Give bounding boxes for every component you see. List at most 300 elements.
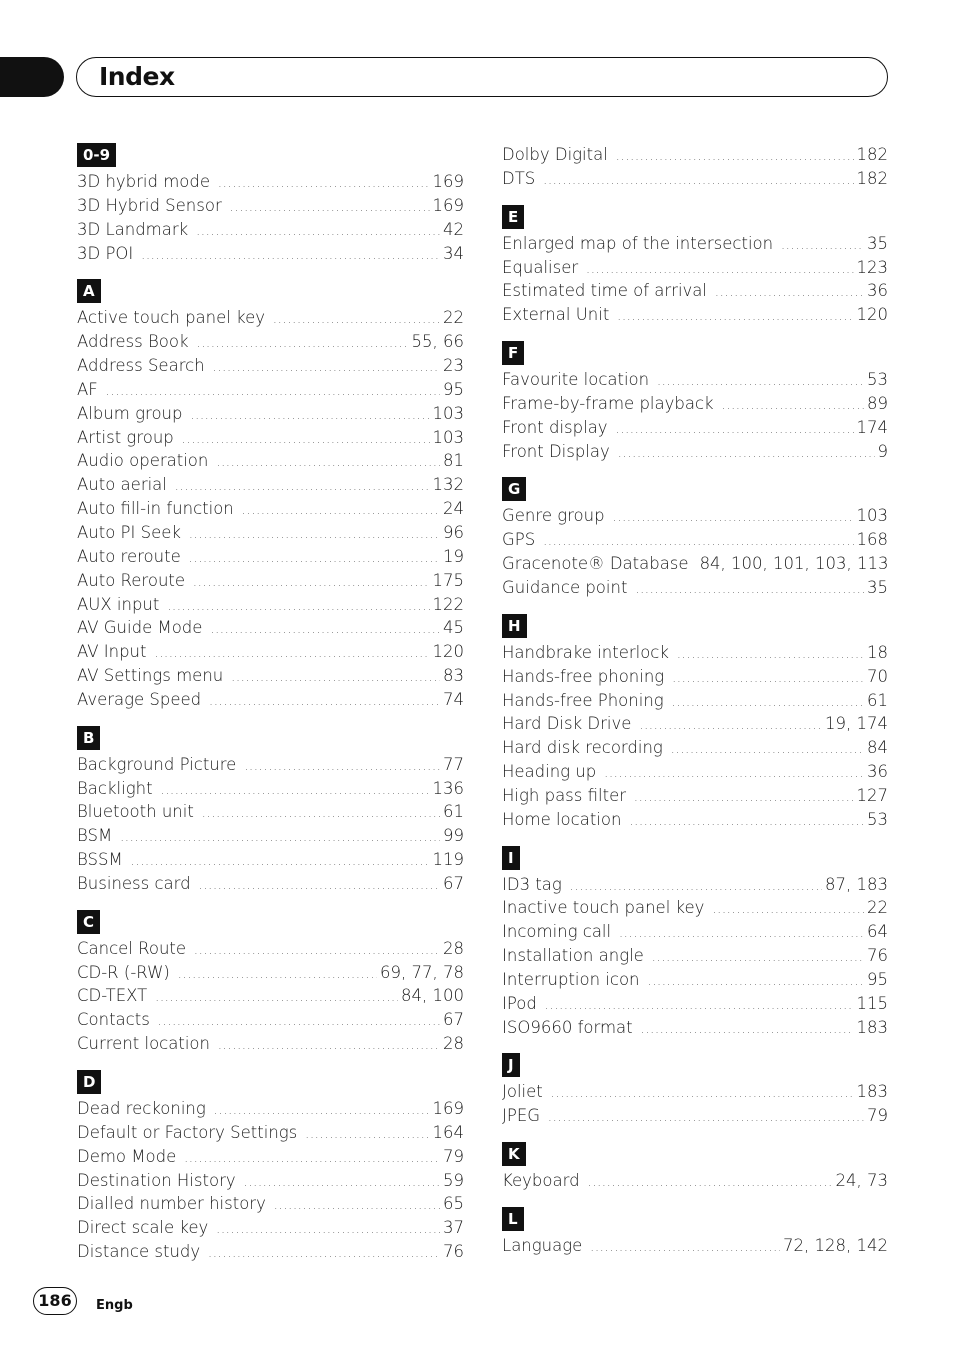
- page-reference: 169: [432, 1099, 464, 1118]
- leader-dots: [641, 1018, 854, 1042]
- index-term: BSM: [77, 826, 113, 846]
- index-term: Front display: [502, 417, 608, 437]
- index-entry: [77, 378, 464, 402]
- index-entry: [77, 521, 464, 545]
- index-entry: [502, 992, 888, 1016]
- section-letter: A: [77, 279, 101, 303]
- page-reference: 24, 73: [835, 1171, 888, 1191]
- index-term: Active touch panel key: [77, 308, 265, 328]
- page-reference: 55, 66: [411, 332, 464, 352]
- index-term: AV Settings menu: [77, 666, 224, 686]
- leader-dots: [218, 1034, 440, 1058]
- leader-dots: [652, 946, 864, 970]
- index-entry: [77, 569, 464, 593]
- leader-dots: [305, 1123, 429, 1147]
- leader-dots: [216, 1218, 440, 1242]
- leader-dots: [213, 356, 440, 380]
- index-entry: [77, 1169, 464, 1193]
- page-reference: 28: [443, 1034, 464, 1054]
- leader-dots: [543, 530, 853, 554]
- index-entry: [77, 1121, 464, 1145]
- index-entry: [502, 641, 888, 665]
- section-letter: 0-9: [77, 143, 116, 167]
- index-term: Dead reckoning: [77, 1099, 206, 1118]
- index-entry: [77, 354, 464, 378]
- index-entry: [77, 170, 464, 194]
- page-reference: 89: [867, 393, 888, 413]
- index-section: [502, 143, 888, 191]
- leader-dots: [722, 394, 864, 418]
- page-reference: 53: [867, 370, 888, 390]
- index-term: Address Search: [77, 356, 205, 376]
- index-term: AF: [77, 379, 98, 399]
- index-entry: [77, 777, 464, 801]
- index-term: Language: [502, 1236, 583, 1255]
- page-reference: 169: [432, 172, 464, 191]
- index-entry: [77, 640, 464, 664]
- index-term: CD-TEXT: [77, 986, 148, 1006]
- index-entry: [502, 873, 888, 897]
- index-entry: [77, 824, 464, 848]
- language-code: Engb: [96, 1298, 133, 1313]
- index-term: Hard disk recording: [502, 738, 663, 758]
- index-term: AV Guide Mode: [77, 618, 203, 638]
- leader-dots: [209, 690, 440, 714]
- index-entry: [502, 920, 888, 944]
- index-entry: [77, 1032, 464, 1056]
- leader-dots: [274, 1194, 440, 1218]
- page-reference: 19, 174: [825, 714, 888, 734]
- leader-dots: [231, 666, 440, 690]
- page-reference: 35: [867, 577, 888, 597]
- index-entry: [502, 368, 888, 392]
- leader-dots: [672, 691, 864, 715]
- page-reference: 70: [867, 666, 888, 686]
- page-reference: 18: [867, 642, 888, 662]
- index-term: Enlarged map of the intersection: [502, 233, 774, 253]
- index-term: Inactive touch panel key: [502, 898, 705, 918]
- page-reference: 37: [443, 1218, 464, 1238]
- index-section: [77, 143, 464, 265]
- index-entry: [502, 279, 888, 303]
- index-entry: [502, 232, 888, 256]
- index-entry: [77, 1008, 464, 1032]
- index-term: Hands-free phoning: [502, 666, 665, 686]
- leader-dots: [155, 642, 430, 666]
- index-term: Guidance point: [502, 577, 628, 597]
- page-reference: 87, 183: [825, 874, 888, 894]
- page-reference: 76: [867, 946, 888, 966]
- index-entry: [502, 944, 888, 968]
- index-term: Album group: [77, 403, 183, 423]
- leader-dots: [616, 145, 854, 169]
- index-section: [502, 614, 888, 832]
- page-reference: 69, 77, 78: [380, 962, 464, 982]
- leader-dots: [158, 1010, 440, 1034]
- index-term: Auto reroute: [77, 546, 181, 566]
- page-reference: 79: [867, 1106, 888, 1126]
- leader-dots: [545, 994, 854, 1018]
- index-term: Hard Disk Drive: [502, 714, 632, 734]
- page-reference: 96: [443, 522, 464, 542]
- index-term: GPS: [502, 530, 536, 550]
- leader-dots: [216, 451, 440, 475]
- page-reference: 35: [867, 233, 888, 253]
- page-reference: 24: [443, 499, 464, 519]
- page-reference: 45: [443, 618, 464, 638]
- index-section: [502, 1142, 888, 1193]
- index-entry: [77, 242, 464, 266]
- leader-dots: [189, 523, 440, 547]
- index-section: [77, 726, 464, 896]
- page-reference: 99: [443, 826, 464, 846]
- leader-dots: [155, 986, 398, 1010]
- index-term: Bluetooth unit: [77, 802, 194, 822]
- leader-dots: [543, 169, 853, 193]
- page-reference: 36: [867, 281, 888, 301]
- index-entry: [502, 1169, 888, 1193]
- page-reference: 84: [867, 738, 888, 758]
- index-entry: [77, 545, 464, 569]
- index-entry: [502, 167, 888, 191]
- index-entry: [502, 736, 888, 760]
- section-letter: J: [502, 1053, 520, 1077]
- page-reference: 119: [432, 850, 464, 870]
- index-entry: [502, 392, 888, 416]
- page-reference: 120: [432, 642, 464, 662]
- page-reference: 74: [443, 689, 464, 709]
- index-term: Default or Factory Settings: [77, 1122, 298, 1142]
- index-term: 3D POI: [77, 243, 134, 263]
- index-entry: [77, 473, 464, 497]
- index-term: Average Speed: [77, 689, 202, 709]
- index-term: AUX input: [77, 594, 160, 614]
- index-term: Current location: [77, 1034, 210, 1054]
- index-section: [77, 1070, 464, 1264]
- leader-dots: [131, 850, 430, 874]
- index-term: Frame-by-frame playback: [502, 393, 714, 413]
- page-reference: 36: [867, 762, 888, 782]
- leader-dots: [178, 963, 377, 987]
- page-reference: 9: [877, 441, 888, 461]
- index-term: Auto fill-in function: [77, 499, 234, 519]
- page-reference: 76: [443, 1242, 464, 1262]
- index-term: Business card: [77, 873, 191, 893]
- page-reference: 122: [432, 594, 464, 614]
- index-entry: [502, 968, 888, 992]
- leader-dots: [634, 786, 854, 810]
- page-reference: 127: [856, 785, 888, 805]
- section-letter: B: [77, 726, 100, 750]
- leader-dots: [106, 380, 440, 404]
- index-term: Genre group: [502, 506, 605, 526]
- index-entry: [502, 416, 888, 440]
- index-term: Address Book: [77, 332, 189, 352]
- index-term: External Unit: [502, 305, 610, 325]
- leader-dots: [189, 547, 440, 571]
- index-entry: [502, 712, 888, 736]
- leader-dots: [551, 1082, 854, 1106]
- page-title: Index: [99, 62, 175, 91]
- index-term: Auto Reroute: [77, 570, 186, 590]
- page-reference: 28: [443, 938, 464, 958]
- index-term: Joliet: [502, 1082, 543, 1102]
- section-letter: K: [502, 1142, 526, 1166]
- index-entry: [502, 784, 888, 808]
- page-reference: 183: [856, 1082, 888, 1102]
- page-reference: 65: [443, 1194, 464, 1214]
- index-entry: [502, 440, 888, 464]
- index-entry: [502, 760, 888, 784]
- index-entry: [77, 593, 464, 617]
- index-term: Favourite location: [502, 370, 650, 390]
- page-reference: 174: [856, 417, 888, 437]
- page-reference: 95: [443, 379, 464, 399]
- index-entry: [502, 665, 888, 689]
- index-term: ID3 tag: [502, 874, 562, 894]
- leader-dots: [190, 404, 429, 428]
- section-letter: G: [502, 477, 526, 501]
- index-entry: [502, 1016, 888, 1040]
- index-term: Installation angle: [502, 946, 644, 966]
- page-reference: 61: [867, 690, 888, 710]
- index-term: Direct scale key: [77, 1218, 209, 1238]
- page-reference: 59: [443, 1170, 464, 1190]
- leader-dots: [184, 1147, 440, 1171]
- index-entry: [502, 256, 888, 280]
- section-letter: F: [502, 341, 524, 365]
- page-reference: 132: [432, 475, 464, 495]
- index-term: Estimated time of arrival: [502, 281, 707, 301]
- page-reference: 84, 100, 101, 103, 113: [699, 554, 889, 574]
- leader-dots: [629, 810, 864, 834]
- index-term: Backlight: [77, 778, 153, 798]
- index-entry: [77, 306, 464, 330]
- leader-dots: [588, 1171, 833, 1195]
- leader-dots: [208, 1242, 440, 1266]
- index-entry: [77, 449, 464, 473]
- leader-dots: [214, 1099, 430, 1123]
- index-term: Equaliser: [502, 257, 579, 277]
- index-section: [77, 910, 464, 1056]
- header-tab: [0, 57, 64, 97]
- index-entry: [77, 937, 464, 961]
- section-letter: L: [502, 1207, 524, 1231]
- index-entry: [77, 753, 464, 777]
- leader-dots: [199, 874, 440, 898]
- index-term: Incoming call: [502, 922, 612, 942]
- leader-dots: [161, 779, 430, 803]
- page-reference: 23: [443, 356, 464, 376]
- index-entry: [502, 552, 888, 576]
- leader-dots: [193, 571, 429, 595]
- page-reference: 120: [856, 305, 888, 325]
- index-entry: [502, 689, 888, 713]
- page-reference: 123: [856, 257, 888, 277]
- leader-dots: [230, 196, 430, 220]
- page-reference: 164: [432, 1122, 464, 1142]
- leader-dots: [175, 475, 430, 499]
- index-entry: [502, 808, 888, 832]
- index-column-left: [77, 143, 464, 1278]
- section-letter: H: [502, 614, 527, 638]
- index-entry: [77, 1097, 464, 1121]
- index-entry: [77, 426, 464, 450]
- leader-dots: [648, 970, 864, 994]
- index-entry: [77, 330, 464, 354]
- index-term: Interruption icon: [502, 969, 640, 989]
- leader-dots: [586, 258, 853, 282]
- index-term: Keyboard: [502, 1171, 580, 1191]
- index-term: IPod: [502, 993, 537, 1013]
- page-reference: 42: [443, 219, 464, 239]
- index-term: Front Display: [502, 441, 610, 461]
- page-reference: 175: [432, 570, 464, 590]
- leader-dots: [182, 428, 430, 452]
- index-term: ISO9660 format: [502, 1017, 633, 1037]
- leader-dots: [657, 370, 864, 394]
- index-column-right: [502, 143, 888, 1272]
- page-reference: 84, 100: [401, 986, 464, 1006]
- leader-dots: [712, 898, 864, 922]
- page-reference: 136: [432, 778, 464, 798]
- leader-dots: [194, 939, 440, 963]
- leader-dots: [273, 308, 440, 332]
- index-section: [502, 1053, 888, 1128]
- index-term: Hands-free Phoning: [502, 690, 664, 710]
- leader-dots: [590, 1236, 780, 1260]
- leader-dots: [616, 418, 854, 442]
- page-number: 186: [33, 1287, 77, 1315]
- page-reference: 83: [443, 666, 464, 686]
- index-term: Artist group: [77, 427, 174, 447]
- page-reference: 169: [432, 195, 464, 215]
- page-reference: 22: [867, 898, 888, 918]
- page-reference: 183: [856, 1017, 888, 1037]
- index-entry: [77, 1240, 464, 1264]
- leader-dots: [244, 755, 440, 779]
- section-letter: E: [502, 205, 524, 229]
- index-term: Distance study: [77, 1242, 201, 1262]
- page-reference: 103: [432, 427, 464, 447]
- index-entry: [502, 1080, 888, 1104]
- leader-dots: [141, 244, 440, 268]
- page-reference: 115: [856, 993, 888, 1013]
- index-term: Dialled number history: [77, 1194, 266, 1214]
- index-term: JPEG: [502, 1106, 541, 1126]
- index-entry: [502, 1104, 888, 1128]
- section-letter: I: [502, 846, 520, 870]
- index-term: Cancel Route: [77, 938, 187, 958]
- leader-dots: [202, 802, 440, 826]
- index-term: 3D Hybrid Sensor: [77, 195, 222, 215]
- page-reference: 168: [856, 530, 888, 550]
- leader-dots: [244, 1171, 440, 1195]
- leader-dots: [196, 220, 440, 244]
- index-entry: [502, 303, 888, 327]
- index-term: CD-R (-RW): [77, 962, 170, 982]
- page-reference: 72, 128, 142: [783, 1236, 888, 1255]
- leader-dots: [619, 922, 864, 946]
- index-entry: [502, 576, 888, 600]
- index-term: Demo Mode: [77, 1146, 177, 1166]
- index-section: [77, 279, 464, 711]
- page-reference: 81: [443, 451, 464, 471]
- index-entry: [77, 800, 464, 824]
- index-section: [502, 1207, 888, 1258]
- index-entry: [502, 1234, 888, 1258]
- page-reference: 67: [443, 873, 464, 893]
- index-term: 3D Landmark: [77, 219, 189, 239]
- leader-dots: [242, 499, 440, 523]
- index-entry: [77, 194, 464, 218]
- index-term: 3D hybrid mode: [77, 172, 211, 191]
- index-term: DTS: [502, 168, 536, 188]
- index-term: High pass filter: [502, 785, 626, 805]
- section-letter: D: [77, 1070, 101, 1094]
- section-letter: C: [77, 910, 100, 934]
- index-section: [502, 477, 888, 599]
- index-entry: [77, 1216, 464, 1240]
- index-entry: [77, 616, 464, 640]
- index-entry: [77, 848, 464, 872]
- index-term: Home location: [502, 809, 622, 829]
- index-section: [502, 205, 888, 327]
- page-reference: 64: [867, 922, 888, 942]
- index-entry: [77, 688, 464, 712]
- index-entry: [502, 504, 888, 528]
- index-term: BSSM: [77, 850, 123, 870]
- index-entry: [77, 218, 464, 242]
- leader-dots: [218, 172, 429, 196]
- leader-dots: [618, 442, 875, 466]
- leader-dots: [677, 643, 864, 667]
- page-reference: 95: [867, 969, 888, 989]
- leader-dots: [197, 332, 409, 356]
- leader-dots: [671, 738, 864, 762]
- index-entry: [502, 528, 888, 552]
- index-section: [502, 846, 888, 1040]
- index-entry: [77, 664, 464, 688]
- leader-dots: [715, 281, 864, 305]
- index-entry: [77, 497, 464, 521]
- index-term: Gracenote® Database: [502, 554, 689, 574]
- index-term: Dolby Digital: [502, 145, 608, 164]
- page-reference: 67: [443, 1010, 464, 1030]
- leader-dots: [210, 618, 440, 642]
- leader-dots: [613, 506, 854, 530]
- index-section: [502, 341, 888, 463]
- leader-dots: [120, 826, 440, 850]
- leader-dots: [639, 714, 822, 738]
- page-reference: 19: [443, 546, 464, 566]
- index-entry: [77, 961, 464, 985]
- page-reference: 61: [443, 802, 464, 822]
- leader-dots: [167, 595, 429, 619]
- index-entry: [77, 1145, 464, 1169]
- page-reference: 103: [432, 403, 464, 423]
- index-term: Handbrake interlock: [502, 642, 669, 662]
- leader-dots: [570, 875, 822, 899]
- index-term: Auto PI Seek: [77, 522, 181, 542]
- leader-dots: [781, 234, 864, 258]
- leader-dots: [672, 667, 864, 691]
- index-entry: [77, 984, 464, 1008]
- title-box: [76, 57, 888, 97]
- page-reference: 34: [443, 243, 464, 263]
- leader-dots: [548, 1106, 864, 1130]
- page-reference: 22: [443, 308, 464, 328]
